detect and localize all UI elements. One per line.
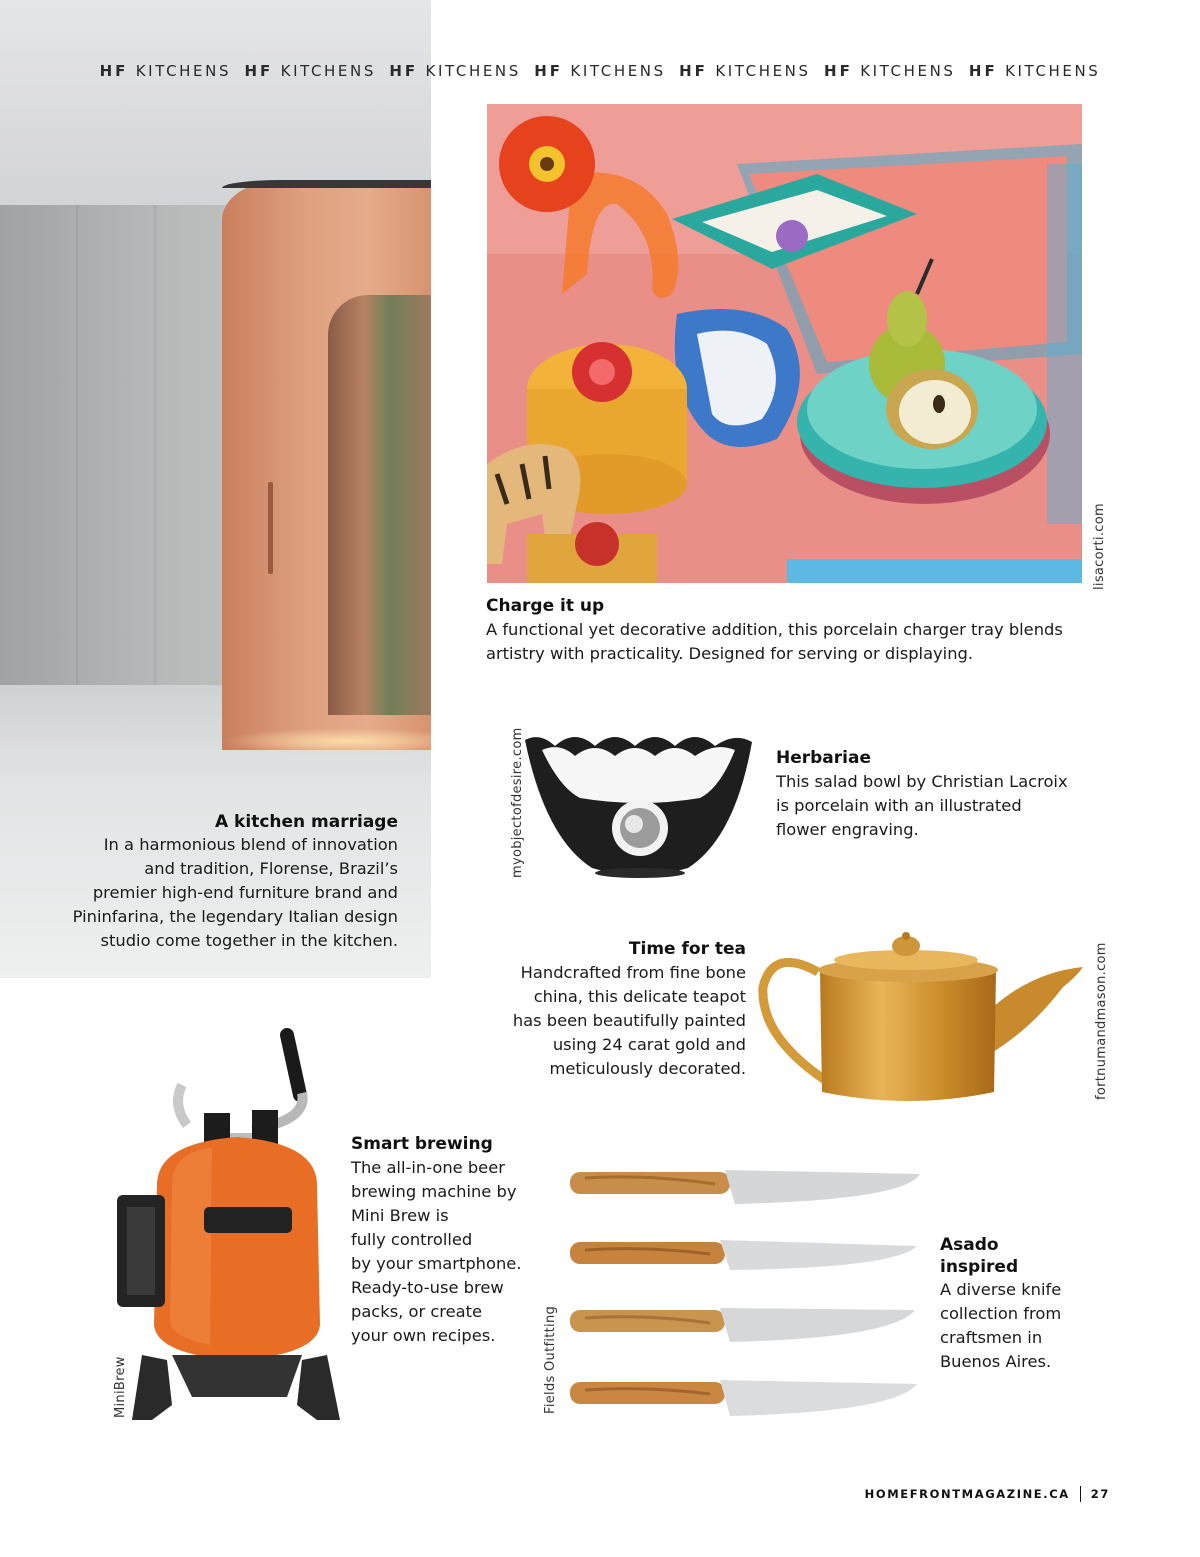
section-label (969, 62, 1101, 80)
footer-divider (1080, 1486, 1081, 1502)
section-word: KITCHENS (715, 62, 811, 80)
caption-line: collection from (940, 1304, 1062, 1323)
caption-title: A kitchen marriage (214, 812, 398, 832)
table-setting-illustration (487, 104, 1082, 583)
caption-line: Ready-to-use brew (351, 1278, 504, 1297)
section-mark: HF (389, 62, 419, 80)
section-word: KITCHENS (425, 62, 521, 80)
section-mark: HF (99, 62, 129, 80)
caption-line: flower engraving. (776, 820, 919, 839)
section-word: KITCHENS (135, 62, 232, 80)
page-footer (865, 1486, 1110, 1502)
section-word: KITCHENS (860, 62, 956, 80)
caption-title: Time for tea (628, 939, 746, 959)
section-label (679, 62, 811, 80)
page-number: 27 (1090, 1487, 1110, 1501)
caption-line: china, this delicate teapot (533, 987, 746, 1006)
section-word: KITCHENS (570, 62, 666, 80)
caption-line: premier high-end furniture brand and (92, 883, 398, 902)
caption-line: In a harmonious blend of innovation (103, 835, 398, 854)
caption-line: A diverse knife (940, 1280, 1062, 1299)
caption-line: packs, or create (351, 1302, 483, 1321)
section-mark: HF (679, 62, 708, 80)
kitchen-marriage-caption (40, 811, 398, 953)
floor-light-glow (222, 728, 431, 754)
photo-credit-lisacorti: lisacorti.com (1092, 503, 1107, 590)
caption-line: by your smartphone. (351, 1254, 522, 1273)
section-mark: HF (244, 62, 274, 80)
caption-title: Charge it up (486, 596, 605, 616)
caption-title: Herbariae (776, 748, 871, 768)
section-header-strip (0, 62, 1200, 80)
photo-credit-minibrew: MiniBrew (113, 1356, 128, 1418)
caption-line: meticulously decorated. (549, 1059, 746, 1078)
caption-line: artistry with practicality. Designed for serving or displaying. (486, 644, 974, 663)
section-mark: HF (534, 62, 564, 80)
knife-4 (570, 1380, 917, 1416)
caption-line: using 24 carat gold and (552, 1035, 746, 1054)
caption-line: brewing machine by (351, 1182, 517, 1201)
caption-title: Asado (940, 1235, 999, 1255)
asado-inspired-caption (940, 1234, 1120, 1374)
gold-teapot-image (758, 932, 1093, 1107)
herbariae-bowl-image (520, 728, 760, 878)
smart-brewing-caption (351, 1132, 551, 1348)
kitchen-ceiling (0, 0, 431, 205)
caption-line: studio come together in the kitchen. (100, 931, 398, 950)
caption-line: your own recipes. (351, 1326, 496, 1345)
caption-line: Buenos Aires. (940, 1352, 1052, 1371)
knife-1 (570, 1170, 920, 1204)
caption-title: Smart brewing (351, 1134, 493, 1154)
mirror-panel (328, 295, 431, 715)
caption-line: The all-in-one beer (351, 1158, 505, 1177)
caption-line: This salad bowl by Christian Lacroix (776, 772, 1068, 791)
charger-tray-photo (487, 104, 1082, 583)
cabinet-handle (268, 482, 273, 574)
minibrew-machine-image (112, 1025, 352, 1430)
knife-collection-image (565, 1160, 925, 1440)
section-label (534, 62, 666, 80)
caption-line: fully controlled (351, 1230, 473, 1249)
charge-it-up-caption (486, 594, 1086, 666)
caption-line: is porcelain with an illustrated (776, 796, 1022, 815)
knife-2 (570, 1240, 917, 1270)
section-label (389, 62, 521, 80)
photo-credit-fortnumandmason: fortnumandmason.com (1094, 942, 1109, 1100)
site-name[interactable]: HOMEFRONTMAGAZINE.CA (864, 1487, 1070, 1501)
caption-line: Handcrafted from fine bone (520, 963, 746, 982)
knife-3 (570, 1308, 915, 1342)
caption-line: and tradition, Florense, Brazil’s (144, 859, 398, 878)
caption-line: craftsmen in (940, 1328, 1043, 1347)
photo-credit-myobjectofdesire: myobjectofdesire.com (510, 727, 525, 878)
caption-line: A functional yet decorative addition, this porcelain charger tray blends (486, 620, 1063, 639)
section-label (100, 62, 232, 80)
time-for-tea-caption (480, 937, 746, 1081)
section-mark: HF (968, 62, 998, 80)
caption-line: has been beautifully painted (512, 1011, 746, 1030)
photo-credit-fields-outfitting: Fields Outfitting (543, 1305, 558, 1414)
caption-title: inspired (940, 1257, 1019, 1277)
caption-line: Pininfarina, the legendary Italian design (72, 907, 398, 926)
section-mark: HF (824, 62, 853, 80)
herbariae-caption (776, 746, 1096, 842)
section-word: KITCHENS (1005, 62, 1101, 80)
section-word: KITCHENS (280, 62, 376, 80)
caption-line: Mini Brew is (351, 1206, 449, 1225)
section-label (244, 62, 376, 80)
section-label (824, 62, 956, 80)
